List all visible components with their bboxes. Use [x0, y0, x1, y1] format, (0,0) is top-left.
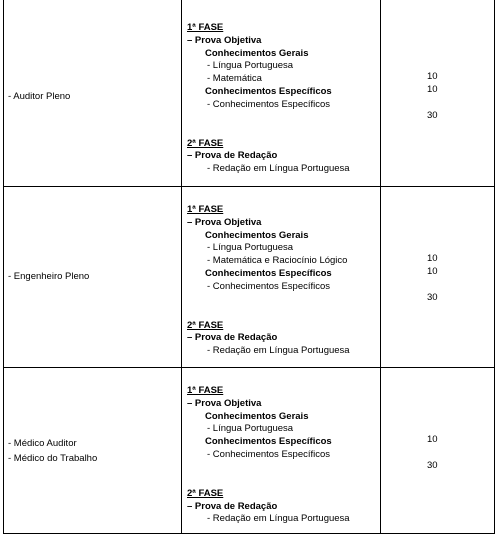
objective-exam-heading: – Prova Objetiva	[187, 216, 262, 228]
cargo-cell	[8, 89, 70, 104]
general-knowledge-heading: Conhecimentos Gerais	[205, 410, 309, 422]
subjects-cell	[187, 204, 350, 358]
cargo-name: - Médico do Trabalho	[8, 453, 98, 464]
question-count: 10	[427, 84, 438, 95]
table-border-bottom	[3, 533, 495, 534]
essay-exam-heading: – Prova de Redação	[187, 332, 278, 344]
specific-knowledge-heading: Conhecimentos Específicos	[205, 85, 332, 97]
subject-item: - Matemática e Raciocínio Lógico	[207, 255, 348, 267]
subject-item: - Língua Portuguesa	[207, 60, 294, 72]
question-count: 30	[427, 110, 438, 121]
phase-2-heading: 2ª FASE	[187, 319, 224, 331]
phase-1-heading: 1ª FASE	[187, 204, 224, 215]
specific-knowledge-heading: Conhecimentos Específicos	[205, 267, 332, 279]
exam-table	[3, 0, 495, 534]
table-row	[3, 0, 495, 186]
subject-item: - Língua Portuguesa	[207, 242, 294, 254]
general-knowledge-heading: Conhecimentos Gerais	[205, 229, 309, 241]
question-count: 10	[427, 71, 438, 82]
objective-exam-heading: – Prova Objetiva	[187, 34, 262, 46]
subject-item: - Língua Portuguesa	[207, 423, 294, 435]
cargo-name: - Auditor Pleno	[8, 91, 71, 102]
cargo-name: - Médico Auditor	[8, 438, 77, 449]
phase-1-heading: 1ª FASE	[187, 385, 224, 396]
phase-1-heading: 1ª FASE	[187, 22, 224, 33]
phase-2-heading: 2ª FASE	[187, 487, 224, 499]
objective-exam-heading: – Prova Objetiva	[187, 397, 262, 409]
subjects-cell	[187, 22, 350, 176]
cargo-cell	[8, 436, 97, 466]
question-count: 30	[427, 292, 438, 303]
subject-item: - Redação em Língua Portuguesa	[207, 163, 350, 175]
question-count: 10	[427, 266, 438, 277]
table-row	[3, 186, 495, 367]
subject-item: - Conhecimentos Específicos	[207, 280, 331, 292]
table-row	[3, 367, 495, 533]
subject-item: - Matemática	[207, 73, 262, 85]
question-count: 30	[427, 460, 438, 471]
subject-item: - Redação em Língua Portuguesa	[207, 345, 350, 357]
questions-cell	[427, 252, 438, 304]
questions-cell	[427, 433, 438, 472]
essay-exam-heading: – Prova de Redação	[187, 150, 278, 162]
subjects-cell	[187, 385, 350, 526]
question-count: 10	[427, 434, 438, 445]
specific-knowledge-heading: Conhecimentos Específicos	[205, 436, 332, 448]
subject-item: - Conhecimentos Específicos	[207, 448, 331, 460]
general-knowledge-heading: Conhecimentos Gerais	[205, 47, 309, 59]
cargo-name: - Engenheiro Pleno	[8, 271, 90, 282]
questions-cell	[427, 70, 438, 122]
essay-exam-heading: – Prova de Redação	[187, 500, 278, 512]
phase-2-heading: 2ª FASE	[187, 137, 224, 149]
subject-item: - Redação em Língua Portuguesa	[207, 513, 350, 525]
question-count: 10	[427, 253, 438, 264]
subject-item: - Conhecimentos Específicos	[207, 98, 331, 110]
cargo-cell	[8, 269, 89, 284]
